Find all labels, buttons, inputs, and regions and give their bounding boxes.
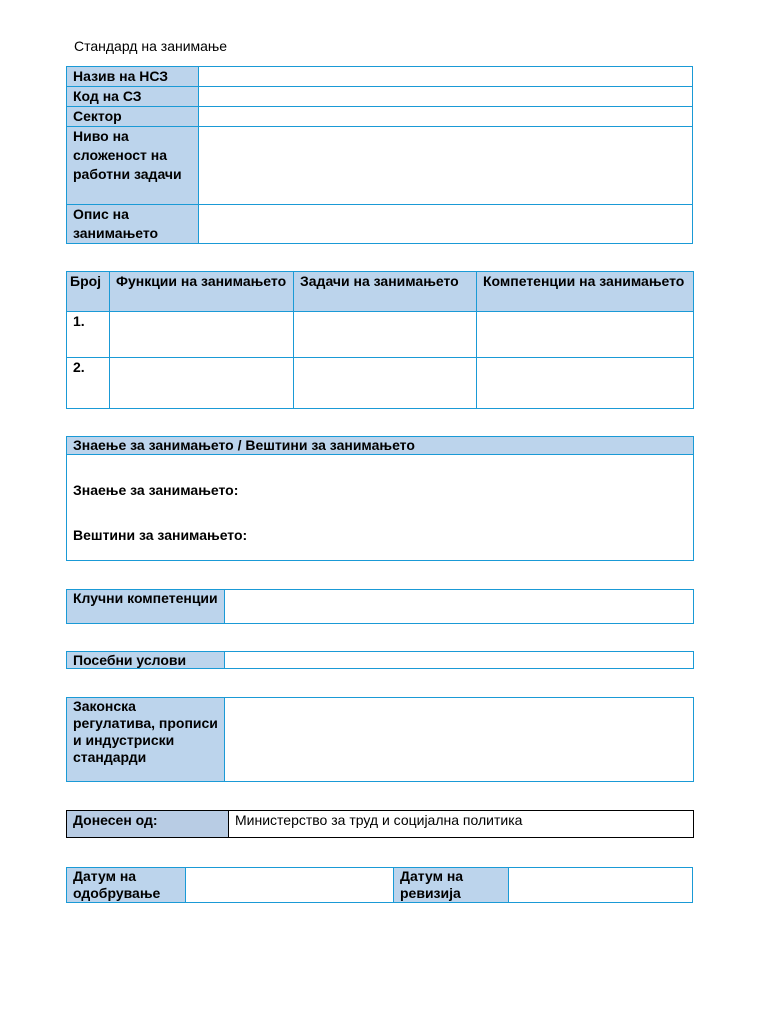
row-number: 2. <box>67 358 110 409</box>
knowledge-skills-table <box>66 436 694 561</box>
competencies-cell[interactable] <box>477 358 694 409</box>
table-row <box>67 652 694 669</box>
sz-code-field[interactable] <box>199 87 693 107</box>
approval-date-label: Датум на одобрување <box>67 868 186 903</box>
key-competencies-label: Клучни компетенции <box>67 590 225 624</box>
legal-regulations-table <box>66 697 694 782</box>
special-conditions-field[interactable] <box>225 652 694 669</box>
general-info-table <box>66 66 693 244</box>
knowledge-skills-cell[interactable] <box>67 455 694 561</box>
legal-regulations-field[interactable] <box>225 698 694 782</box>
approval-date-field[interactable] <box>186 868 394 903</box>
table-row <box>67 590 694 624</box>
revision-date-field[interactable] <box>509 868 693 903</box>
sz-code-label: Код на СЗ <box>67 87 199 107</box>
adopted-by-table <box>66 810 694 838</box>
complexity-level-label: Ниво на сложеност на работни задачи <box>67 127 199 205</box>
functions-cell[interactable] <box>110 312 294 358</box>
dates-table <box>66 867 693 903</box>
table-row <box>67 127 693 205</box>
competencies-cell[interactable] <box>477 312 694 358</box>
table-row <box>67 811 694 838</box>
tasks-column-header: Задачи на занимањето <box>294 272 477 312</box>
table-row <box>67 868 693 903</box>
complexity-level-field[interactable] <box>199 127 693 205</box>
table-row <box>67 312 694 358</box>
adopted-by-label: Донесен од: <box>67 811 229 838</box>
special-conditions-label: Посебни услови <box>67 652 225 669</box>
functions-column-header: Функции на занимањето <box>110 272 294 312</box>
knowledge-label: Знаење за занимањето: <box>73 482 239 498</box>
special-conditions-table <box>66 651 694 669</box>
document-title: Стандард на занимање <box>74 38 228 54</box>
table-row <box>67 698 694 782</box>
revision-date-label: Датум на ревизија <box>394 868 509 903</box>
adopted-by-value: Министерство за труд и социјална политика <box>229 811 694 838</box>
table-row <box>67 87 693 107</box>
key-competencies-table <box>66 589 694 624</box>
tasks-cell[interactable] <box>294 358 477 409</box>
row-number: 1. <box>67 312 110 358</box>
skills-label: Вештини за занимањето: <box>73 527 248 543</box>
nsz-name-label: Назив на НСЗ <box>67 67 199 87</box>
number-column-header: Број <box>67 272 110 312</box>
occupation-description-label: Опис на занимањето <box>67 205 199 244</box>
nsz-name-field[interactable] <box>199 67 693 87</box>
functions-table <box>66 271 694 409</box>
competencies-column-header: Компетенции на занимањето <box>477 272 694 312</box>
knowledge-skills-header: Знаење за занимањето / Вештини за занимањето <box>67 437 694 455</box>
sector-field[interactable] <box>199 107 693 127</box>
table-header-row <box>67 437 694 455</box>
key-competencies-field[interactable] <box>225 590 694 624</box>
table-row <box>67 107 693 127</box>
legal-regulations-label: Законска регулатива, прописи и индустриски стандарди <box>67 698 225 782</box>
functions-cell[interactable] <box>110 358 294 409</box>
table-row <box>67 358 694 409</box>
table-row <box>67 67 693 87</box>
table-row <box>67 205 693 244</box>
table-header-row <box>67 272 694 312</box>
sector-label: Сектор <box>67 107 199 127</box>
table-row <box>67 455 694 561</box>
tasks-cell[interactable] <box>294 312 477 358</box>
occupation-description-field[interactable] <box>199 205 693 244</box>
